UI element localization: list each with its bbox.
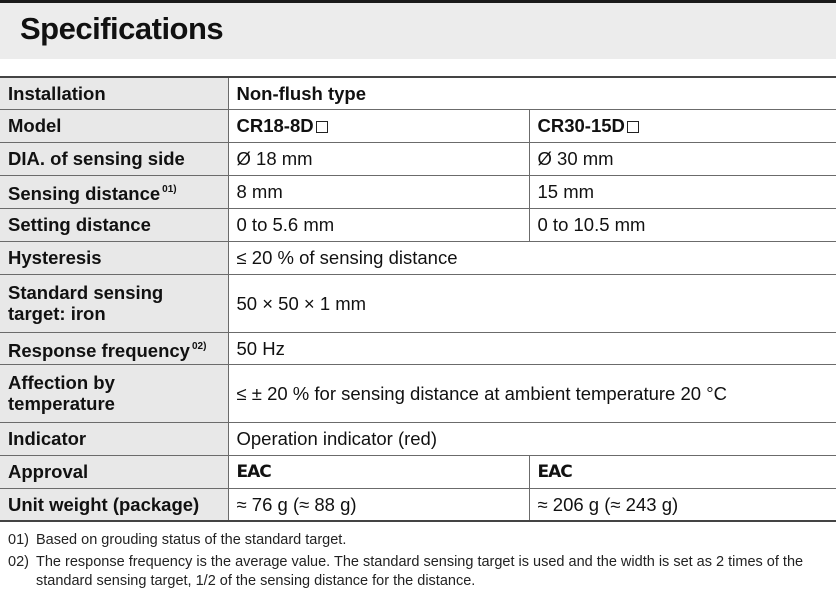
eac-mark-icon: EAC <box>537 462 572 482</box>
sensing-value-1: 8 mm <box>228 175 529 208</box>
sensing-distance-cell <box>0 175 228 208</box>
affection-label: Affection by temperature <box>0 364 228 422</box>
table-row <box>0 142 836 175</box>
model-cell-1 <box>228 109 529 142</box>
footnotes <box>8 531 828 594</box>
sensing-distance-label: Sensing distance <box>8 183 161 204</box>
weight-value-2: ≈ 206 g (≈ 243 g) <box>529 488 836 521</box>
dia-value-1: Ø 18 mm <box>228 142 529 175</box>
model-name-1: CR18-8D <box>236 115 314 136</box>
table-row <box>0 208 836 241</box>
response-value: 50 Hz <box>228 332 836 364</box>
dia-label: DIA. of sensing side <box>0 142 228 175</box>
response-label: Response frequency <box>8 339 190 361</box>
specifications-table <box>0 76 836 522</box>
dia-value-2: Ø 30 mm <box>529 142 836 175</box>
approval-cell-1 <box>228 455 529 488</box>
hysteresis-label: Hysteresis <box>0 241 228 274</box>
footnote-item <box>8 531 828 550</box>
footnote-number: 01) <box>8 532 29 548</box>
sensing-value-2: 15 mm <box>529 175 836 208</box>
footnote-ref: 01) <box>162 184 177 195</box>
footnote-number: 02) <box>8 554 29 570</box>
hysteresis-value: ≤ 20 % of sensing distance <box>228 241 836 274</box>
section-header <box>0 0 836 59</box>
target-value: 50 × 50 × 1 mm <box>228 274 836 332</box>
setting-value-2: 0 to 10.5 mm <box>529 208 836 241</box>
response-cell <box>0 332 228 364</box>
approval-cell-2 <box>529 455 836 488</box>
approval-label: Approval <box>0 455 228 488</box>
model-cell-2 <box>529 109 836 142</box>
affection-value: ≤ ± 20 % for sensing distance at ambient temperature 20 °C <box>228 364 836 422</box>
setting-label: Setting distance <box>0 208 228 241</box>
page-title: Specifications <box>20 11 224 46</box>
footnote-item <box>8 553 828 591</box>
weight-value-1: ≈ 76 g (≈ 88 g) <box>228 488 529 521</box>
table-row <box>0 175 836 208</box>
model-name-2: CR30-15D <box>537 115 625 136</box>
table-row <box>0 109 836 142</box>
indicator-value: Operation indicator (red) <box>228 422 836 455</box>
footnote-text: Based on grouding status of the standard target. <box>36 532 347 548</box>
table-row <box>0 422 836 455</box>
installation-value: Non-flush type <box>228 77 836 109</box>
table-row <box>0 241 836 274</box>
table-row <box>0 488 836 521</box>
target-label: Standard sensing target: iron <box>0 274 228 332</box>
eac-mark-icon: EAC <box>236 462 271 482</box>
installation-label: Installation <box>0 77 228 109</box>
footnote-ref: 02) <box>191 340 207 352</box>
indicator-label: Indicator <box>0 422 228 455</box>
checkbox-placeholder-icon <box>627 121 639 133</box>
table-row <box>0 455 836 488</box>
table-row <box>0 364 836 422</box>
model-label: Model <box>0 109 228 142</box>
weight-label: Unit weight (package) <box>0 488 228 521</box>
table-row <box>0 274 836 332</box>
table-row <box>0 77 836 109</box>
setting-value-1: 0 to 5.6 mm <box>228 208 529 241</box>
footnote-text: The response frequency is the average value. The standard sensing target is used and the width is set as 2 times of the standard sensing target, 1/2 of the sensing distance for the distance. <box>36 554 804 589</box>
checkbox-placeholder-icon <box>316 121 328 133</box>
table-row <box>0 332 836 364</box>
